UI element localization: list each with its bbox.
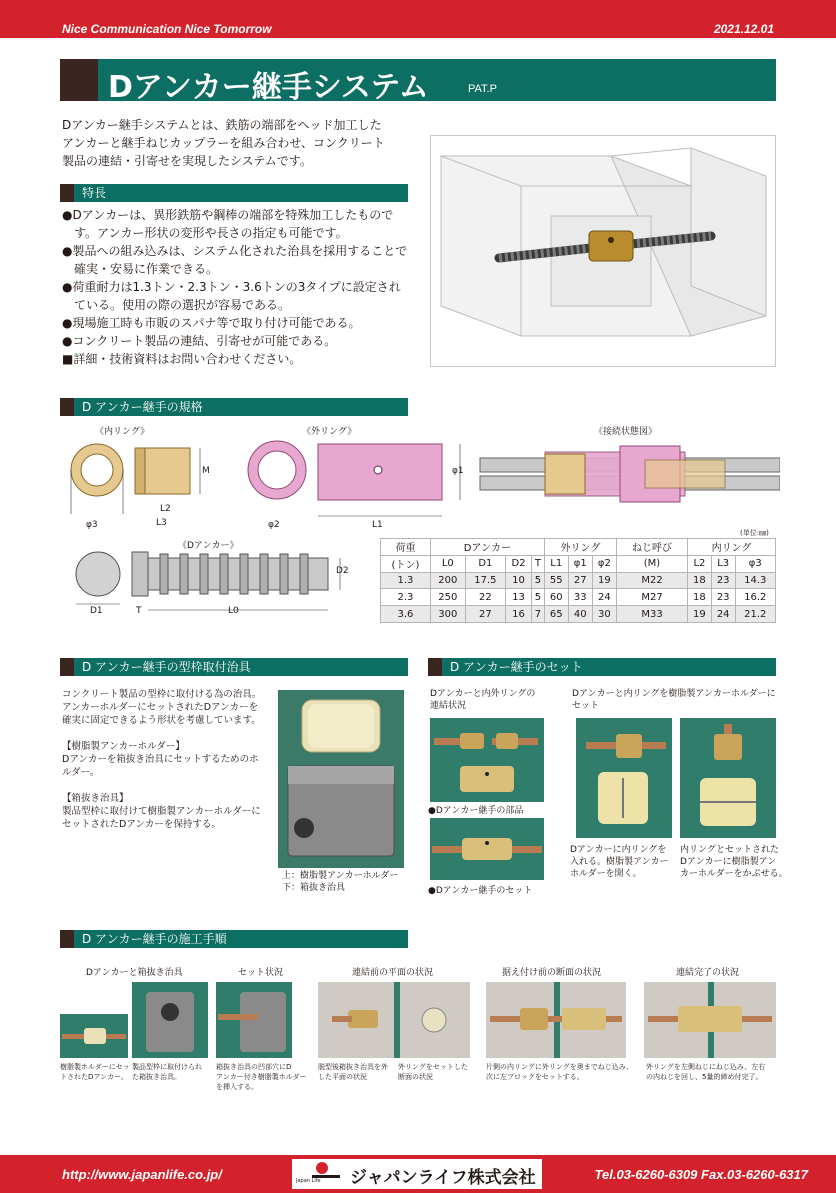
table-cell: 55 (544, 572, 568, 589)
section-features (60, 184, 408, 202)
table-cell: 40 (568, 606, 592, 623)
step4-photo (486, 982, 626, 1058)
table-cell: 5 (532, 572, 545, 589)
col-subheader: D2 (506, 555, 532, 572)
table-cell: 33 (568, 589, 592, 606)
top-banner (0, 0, 836, 38)
table-cell: 1.3 (381, 572, 431, 589)
table-cell: M33 (617, 606, 688, 623)
intro-line: アンカーと継手ねじカップラーを組み合わせ、コンクリート (62, 136, 385, 150)
footer-bar (0, 1155, 836, 1193)
inner-ring-label: 《内リング》 (95, 427, 150, 437)
col-header: 荷重 (381, 539, 431, 556)
col-subheader: (M) (617, 555, 688, 572)
intro-text (62, 116, 402, 170)
dim-phi1: φ1 (452, 466, 464, 476)
title-bar (60, 59, 776, 105)
dim-m: M (202, 466, 210, 476)
table-cell: 27 (568, 572, 592, 589)
dim-phi3: φ3 (86, 520, 98, 530)
table-cell: 3.6 (381, 606, 431, 623)
unit-label: (単位:㎜) (740, 529, 769, 537)
step1-photo-a (60, 1014, 128, 1058)
set-parts-caption: ●Dアンカー継手の部品 (428, 806, 524, 816)
feature-item: ●現場施工時も市販のスパナ等で取り付け可能である。 (62, 316, 361, 330)
step-caption: 片側の内リングに外リングを奥までねじ込み、 次に左ブロックをセットする。 (486, 1063, 634, 1081)
logo-small-text: Japan Life (296, 1178, 321, 1184)
company-name: ジャパンライフ株式会社 (350, 1168, 536, 1188)
intro-line: 製品の連結・引寄せを実現したシステムです。 (62, 154, 312, 168)
table-cell: 27 (465, 606, 505, 623)
step-caption: 樹脂製ホルダーにセッ トされたDアンカー。 (60, 1063, 130, 1081)
step-title: 据え付け前の断面の状況 (502, 968, 602, 978)
table-cell: 10 (506, 572, 532, 589)
assembled-label: 《接続状態図》 (594, 427, 658, 437)
table-cell: 23 (711, 589, 735, 606)
table-cell: 22 (465, 589, 505, 606)
table-cell: 18 (688, 589, 712, 606)
table-cell: 30 (592, 606, 616, 623)
dim-d1: D1 (90, 606, 103, 616)
outer-ring-label: 《外リング》 (302, 427, 357, 437)
title-accent-block (60, 59, 98, 101)
dim-l0: L0 (228, 606, 239, 616)
set-holder-photo-b (680, 718, 776, 838)
jig-description: コンクリート製品の型枠に取付ける為の治具。 アンカーホルダーにセットされたDアンカーを 確実に固定できるよう形状を考慮しています。 【樹脂製アンカーホルダー】 Dアンカーを箱抜き治具にセットするためのホ ルダー。 【箱抜き治具】 製品型枠に取付けて樹脂製アンカーホルダーに セットされたDアンカーを保持する。 (62, 689, 262, 830)
spec-table (380, 538, 776, 623)
patent-pending: PAT.P (468, 83, 497, 95)
set-right-title: Dアンカーと内リングを樹脂製アンカーホルダーに セット (572, 689, 776, 711)
dim-t: T (136, 606, 142, 616)
publish-date: 2021.12.01 (713, 22, 774, 36)
table-row (381, 606, 776, 623)
step-caption: 箱抜き治具の凹部穴にD アンカー付き樹脂製ホルダー を挿入する。 (216, 1063, 307, 1091)
col-header: ねじ呼び (617, 539, 688, 556)
table-cell: 2.3 (381, 589, 431, 606)
table-row (381, 589, 776, 606)
contact-numbers: Tel.03-6260-6309 Fax.03-6260-6317 (594, 1167, 808, 1182)
spec-drawings (60, 436, 780, 536)
website-link[interactable]: http://www.japanlife.co.jp/ (62, 1167, 222, 1182)
table-cell: 60 (544, 589, 568, 606)
section-title: 特長 (82, 186, 107, 200)
step-caption: 外リングを左側ねじにねじ込み、左右 の内ねじを回し、5量的締め付完了。 (646, 1063, 766, 1081)
table-cell: M27 (617, 589, 688, 606)
set-left-title: Dアンカーと内外リングの 連結状況 (430, 689, 536, 711)
set-assembled-caption: ●Dアンカー継手のセット (428, 886, 533, 896)
section-set (428, 658, 776, 676)
step3-photo (318, 982, 470, 1058)
table-cell: 65 (544, 606, 568, 623)
col-subheader: L2 (688, 555, 712, 572)
col-subheader: L3 (711, 555, 735, 572)
table-cell: 21.2 (735, 606, 775, 623)
table-cell: 200 (430, 572, 465, 589)
feature-item: ●Dアンカーは、異形鉄筋や鋼棒の端部を特殊加工したものです。アンカー形状の変形や長さの指定も可能です。 (62, 208, 394, 240)
dim-l1: L1 (372, 520, 383, 530)
table-row (381, 572, 776, 589)
col-subheader: φ2 (592, 555, 616, 572)
intro-line: Dアンカー継手システムとは、鉄筋の端部をヘッド加工した (62, 118, 382, 132)
company-logo (292, 1159, 542, 1189)
section-title: D アンカー継手の施工手順 (82, 932, 227, 946)
step-caption: 製品型枠に取付けられ た箱抜き治具。 (132, 1063, 202, 1081)
col-subheader: φ3 (735, 555, 775, 572)
step1-photo-b (132, 982, 208, 1058)
section-jig (60, 658, 408, 676)
step5-photo (644, 982, 776, 1058)
col-subheader: φ1 (568, 555, 592, 572)
step-caption: 外リングをセットした 断面の状況 (398, 1063, 468, 1081)
table-cell: 5 (532, 589, 545, 606)
step-title: Dアンカーと箱抜き治具 (86, 968, 183, 978)
section-title: D アンカー継手の規格 (82, 400, 203, 414)
set-assembled-photo (430, 818, 544, 880)
step2-photo (216, 982, 292, 1058)
feature-item: ●製品への組み込みは、システム化された治具を採用することで確実・安易に作業できる。 (62, 244, 408, 276)
feature-list (62, 206, 410, 368)
table-cell: 18 (688, 572, 712, 589)
col-header: Dアンカー (430, 539, 544, 556)
jig-caption-top: 上：樹脂製アンカーホルダー (282, 871, 399, 881)
section-title: D アンカー継手のセット (450, 660, 583, 674)
table-cell: 16.2 (735, 589, 775, 606)
page-title: Dアンカー継手システム (108, 70, 429, 105)
set-holder-caption-b: 内リングとセットされた Dアンカーに樹脂製アン カーホルダーをかぶせる。 (680, 845, 788, 879)
col-header: 外リング (544, 539, 616, 556)
table-cell: 19 (688, 606, 712, 623)
section-spec (60, 398, 408, 416)
table-cell: 17.5 (465, 572, 505, 589)
slogan: Nice Communication Nice Tomorrow (62, 22, 272, 36)
section-title: D アンカー継手の型枠取付治具 (82, 660, 251, 674)
set-holder-photo-a (576, 718, 672, 838)
table-cell: 16 (506, 606, 532, 623)
table-cell: 13 (506, 589, 532, 606)
d-anchor-drawing (60, 548, 360, 618)
section-procedure (60, 930, 408, 948)
concrete-block-illustration (430, 135, 776, 367)
table-cell: 300 (430, 606, 465, 623)
table-cell: 7 (532, 606, 545, 623)
d-anchor-label: 《Dアンカー》 (178, 541, 239, 551)
step-caption: 脱型後箱抜き治具を外 した平面の状況 (318, 1063, 388, 1081)
table-cell: 23 (711, 572, 735, 589)
table-cell: 24 (711, 606, 735, 623)
table-cell: 14.3 (735, 572, 775, 589)
set-parts-photo (430, 718, 544, 802)
table-cell: 24 (592, 589, 616, 606)
step-title: セット状況 (238, 968, 284, 978)
jig-caption-bottom: 下：箱抜き治具 (282, 883, 346, 893)
step-title: 連結完了の状況 (676, 968, 740, 978)
dim-phi2: φ2 (268, 520, 280, 530)
step-title: 連結前の平面の状況 (352, 968, 434, 978)
dim-l3: L3 (156, 518, 167, 528)
table-cell: 250 (430, 589, 465, 606)
dim-d2: D2 (336, 566, 349, 576)
table-cell: M22 (617, 572, 688, 589)
dim-l2: L2 (160, 504, 171, 514)
feature-item: ■詳細・技術資料はお問い合わせください。 (62, 352, 302, 366)
col-subheader: D1 (465, 555, 505, 572)
feature-item: ●荷重耐力は1.3トン・2.3トン・3.6トンの3タイプに設定されている。使用の際の選択が容易である。 (62, 280, 401, 312)
col-subheader: L0 (430, 555, 465, 572)
col-subheader: T (532, 555, 545, 572)
col-subheader: L1 (544, 555, 568, 572)
table-cell: 19 (592, 572, 616, 589)
feature-item: ●コンクリート製品の連結、引寄せが可能である。 (62, 334, 337, 348)
col-header: 内リング (688, 539, 776, 556)
col-subheader: (トン) (381, 555, 431, 572)
set-holder-caption-a: Dアンカーに内リングを 入れる。樹脂製アンカー ホルダーを開く。 (570, 845, 669, 879)
jig-photo (278, 690, 404, 868)
